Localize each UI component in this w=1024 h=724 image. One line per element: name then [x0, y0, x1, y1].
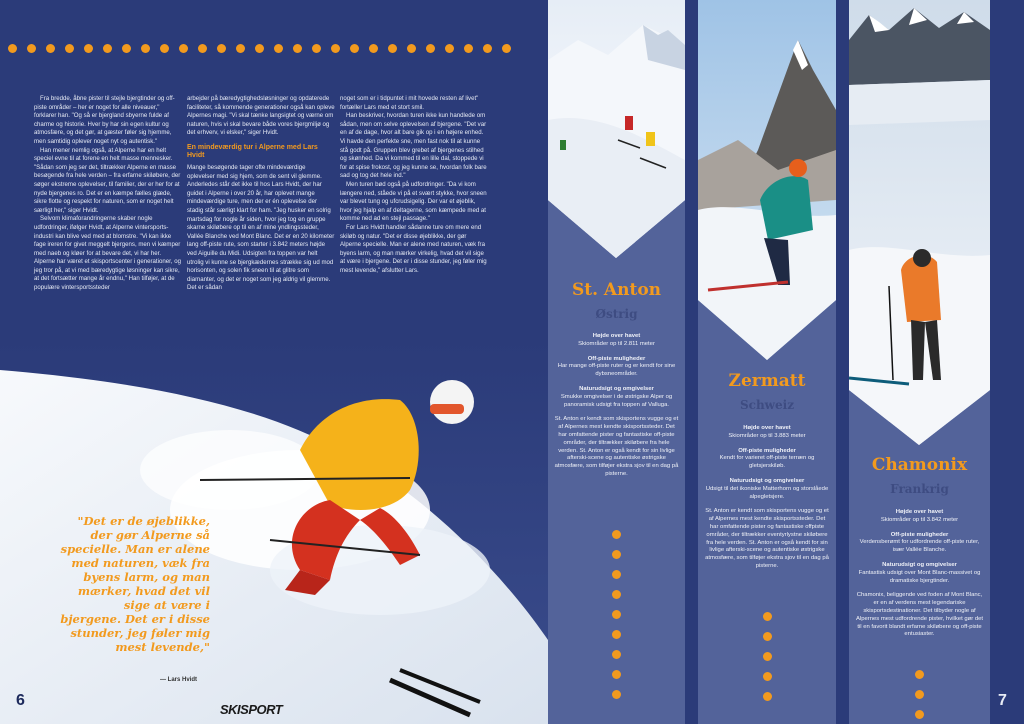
info-text: Skiområder op til 3.842 meter	[880, 516, 959, 523]
paragraph: For Lars Hvidt handler sådanne ture om mere end skiløb og natur. "Det er disse øjeblikke, der gør Alperne specielle. Man er alene med naturen, væk fra byens larm, og man mærker virkelig, hvad det vil sige at være i bjergene. Det er i disse stunder, jeg føler mig mest levende," afslutter Lars.	[340, 223, 487, 274]
info-text: Skiområder op til 2.811 meter	[578, 340, 655, 347]
info-heading: Naturudsigt og omgivelser	[882, 561, 957, 568]
section-subheading: En mindeværdig tur i Alperne med Lars Hvidt	[187, 143, 318, 160]
decorative-dots-column	[698, 612, 836, 701]
info-text: Har mange off-piste ruter og er kendt for sine dybsneområder.	[557, 363, 676, 378]
info-text: Verdensberømt for udfordrende off-piste ruter, især Vallée Blanche.	[859, 539, 980, 554]
zermatt-photo	[698, 0, 836, 360]
destination-name: Zermatt	[728, 371, 806, 391]
paragraph: Men turen bød også på udfordringer. "Da vi kom længere ned, ståede vi på et svært stykke, hvor sneen var blevet tung og ufcrudsigelig. Der var et øjeblik, hvor jeg hjalp en af deltagerne, som kæmpede med at komme ned ad en stejl passage."	[340, 180, 487, 223]
info-heading: Off-piste muligheder	[890, 531, 949, 538]
quote-author: — Lars Hvidt	[160, 677, 198, 683]
info-text: Kendt for varieret off-piste terræn og gletsjerskiløb.	[719, 455, 815, 470]
destination-panel-zermatt	[698, 0, 836, 724]
destination-name: Chamonix	[871, 455, 968, 475]
page-number-left: 6	[16, 692, 25, 709]
destination-panel-chamonix	[849, 0, 990, 724]
info-heading: Højde over havet	[592, 333, 641, 339]
decorative-dots-column	[849, 670, 990, 719]
pull-quote: "Det er de øjeblikke, der gør Alperne så specielle. Man er alene med naturen, væk fra byens larm, og man mærker, hvad det vil sige at være i bjergene. Det er i disse stunder, jeg føler mig mest levende,"	[60, 514, 210, 654]
destination-description: St. Anton er kendt som skisportens vugge og et af Alpernes mest kendte skisportssteder. Det har omfattende pister og fantastiske off-piste områder, der tiltrækker skiløbere fra hele verden. St. Anton er også kendt for sin livlige afterski-scene og autentiske østrigske atmosfære, som tilføjer ekstra sjov til en dag på pisterne.	[554, 416, 679, 477]
paragraph: Han mener nemlig også, at Alperne har en helt speciel evne til at forene en helt masse mennesker. "Sådan som jeg ser det, tiltrækker Alperne en masse besøgende fra hele verden – fra erfarne skiløbere, der søger ekstreme oplevelser, til familier, der er her for at nyde bjergenes ro. Det er en kæmpe fælles glæde, sikre flotte og respekt for naturen, som er noget helt særligt her," siger Hvidt.	[34, 146, 181, 214]
magazine-logo: SKISPORT	[220, 702, 283, 717]
decorative-dots-row	[8, 44, 511, 53]
paragraph: Fra bredde, åbne pister til stejle bjergtinder og off-piste områder – her er noget for alle niveauer," forklarer han. "Og så er bjergland sbyerne fulde af charme og historie. Hver by har sin egen kultur og atmosfære, og det gør, at gæster føler sig hjemme, men samtidig oplever noget nyt og autentisk."	[34, 95, 175, 145]
paragraph: Selvom klimaforandringerne skaber nogle udfordringer, ifølger Hvidt, at Alperne vintersports-industri kan blive ved med at blomstre. "Vi kan ikke fage ireren for givet meggelt bjergens, men vi kæmper med naeb og kløer for at bevare det, vi har her. Alperne har været et skisportscenter i generationer, og jeg tror på, at vi med bæredygtige løsninger kan sikre, at det fortsætter mange år endnu," Han tilføjer, at de populære vintersportssteder	[34, 215, 182, 292]
paragraph: Han beskriver, hvordan turen ikke kun handlede om sådan, men om selve oplevelsen af bjergene. "Det var en af de dage, hvor alt bare gik op i en højere enhed. Vi havde den perfekte sne, men fast nok til at kunne stå godt på. Gruppen blev grebet af bjergenes stilhed og skønhed. Da vi kommed til en lille dal, stoppede vi for at spise frokost, og jeg kunne se, hvordan folk bare sad og tog det hele ind."	[340, 112, 487, 180]
paragraph: arbejder på bæredygtighedsløsninger og opdaterede faciliteter, så kommende generationer også kan opleve Alpernes magi. "Vi skal tænke langsigtet og værne om naturen, hvis vi skal bevare både vores bjergmiljø og det erhverv, vi elsker," siger Hvidt.	[187, 95, 335, 137]
decorative-dots-column	[548, 530, 685, 699]
destination-info	[698, 425, 836, 578]
info-text: Fantastisk udsigt over Mont Blanc-massivet og dramatiske bjergtinder.	[858, 569, 981, 584]
info-heading: Off-piste muligheder	[738, 447, 796, 454]
destination-name: St. Anton	[571, 280, 662, 300]
info-heading: Naturudsigt og omgivelser	[579, 385, 654, 392]
info-text: Udsigt til det ikoniske Matterhorn og storslåede alpegletsjere.	[705, 485, 829, 500]
info-heading: Højde over havet	[895, 509, 944, 515]
right-page	[548, 0, 1024, 724]
info-heading: Off-piste muligheder	[587, 355, 646, 362]
destination-panel-st-anton	[548, 0, 685, 724]
article-column-3	[340, 95, 488, 275]
destination-description: Chamonix, beliggende ved foden af Mont Blanc, er en af verdens mest legendariske skisportsdestinationer. Det tilbyder nogle af Alpernes mest udfordrende pister, hvilket gør det til en favorit blandt erfarne skiløbere og off-piste entusiaster.	[855, 592, 984, 638]
article-column-2	[187, 95, 335, 293]
info-heading: Naturudsigt og omgivelser	[729, 477, 805, 484]
destination-country: Frankrig	[890, 482, 949, 496]
chamonix-photo	[849, 0, 990, 445]
page-number-right: 7	[998, 692, 1007, 709]
info-heading: Højde over havet	[743, 425, 791, 431]
destination-country: Schweiz	[739, 398, 795, 412]
paragraph: noget som er i tidpuntet i mit hovede resten af livet" fortæller Lars med et stort smil.	[340, 95, 479, 111]
info-text: Smukke omgivelser i de østrigske Alper og panoramisk udsigt fra toppen af Valluga.	[560, 393, 673, 408]
paragraph: Mange besøgende tager ofte mindeværdige oplevelser med sig hjem, som de sent vil glemme. Anderledes står det ikke til hos Lars Hvidt, der har guidet i Alperne i over 20 år, har oplevet mange mindeværdige ture, men der er én oplevelse der stadig står særligt klart for ham. "Jeg husker en solrig martsdag for nogle år siden, hvor jeg tog en gruppe skarne skiløbere op til en af mine yndlingssteder, Vallée Blanche ved Mont Blanc. Det er en 20 kilometer lang off-piste rute, som starter i 3.842 meters højde ved Aiguille du Midi. Udsigten fra toppen var helt utrolig vi kunne se bjergkædernes strække sig ud mod horisonten, og solen fik sneen til at glitre som diamanter, og det er noget som jeg aldrig vil glemme. Det er sådan	[187, 163, 335, 292]
destination-info	[849, 509, 990, 646]
destination-country: Østrig	[595, 307, 638, 321]
info-text: Skiområder op til 3.883 meter	[728, 432, 806, 439]
article-column-1	[34, 95, 182, 293]
st-anton-photo	[548, 0, 685, 258]
destination-info	[548, 333, 685, 486]
destination-description: St. Anton er kendt som skisportens vugge og et af Alpernes mest kendte skisportssteder. Det har omfattende pister og fantastiske offpiste områder, der tiltrækker eventyrlystne skiløbere fra hele verden. St. Anton er også kendt for sin livlige afterski-scene og autentiske østrigske atmosfære, som tilføjer ekstra sjov til en dag på pisterne.	[705, 508, 829, 569]
